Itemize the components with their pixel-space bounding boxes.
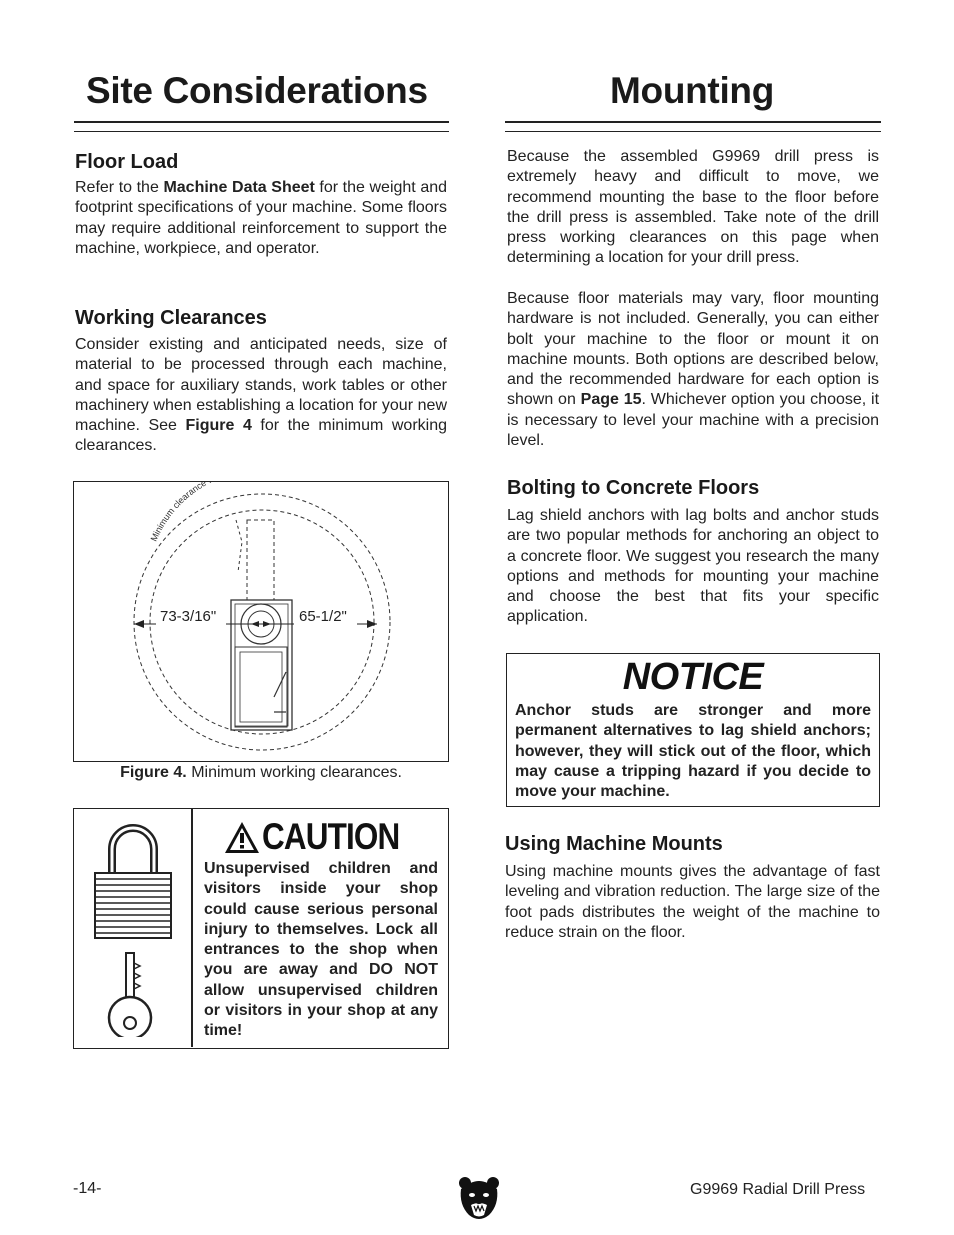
right-dimension-label: 65-1/2" <box>299 608 347 625</box>
mounting-title-rule-thin <box>505 131 881 132</box>
clearance-diagram <box>74 482 447 760</box>
notice-text: Anchor studs are stronger and more permanent alternatives to lag shield anchors; however, they will stick out of the floor, which may cause a tripping hazard if you decide to move your machine. <box>515 702 871 801</box>
handle <box>274 672 286 712</box>
mounting-intro-2: Because floor materials may vary, floor mounting hardware is not included. Generally, you can either bolt your machine to the floor or mount it on machine mounts. Both options are described below, and the recommended hardware for each option is shown on Page 15. Whichever option you choose, it is necessary to level your machine with a precision level. <box>507 290 880 450</box>
caution-title: CAUTION <box>262 816 400 857</box>
bolting-heading: Bolting to Concrete Floors <box>507 477 760 499</box>
caution-box <box>73 808 449 1049</box>
caution-divider <box>191 809 193 1047</box>
caution-text: Unsupervised children and visitors inside your shop could cause serious personal injury to themselves. Lock all entrances to the shop when you are away and DO NOT allow unsupervised children or visitors in your shop at any time! <box>204 860 438 1040</box>
lock-key-icon <box>88 823 178 1037</box>
warning-triangle-icon <box>224 821 260 854</box>
page-number: -14- <box>73 1180 102 1197</box>
product-name: G9969 Radial Drill Press <box>690 1181 866 1198</box>
title-rule <box>74 121 449 123</box>
column-outline <box>247 520 274 600</box>
notice-box <box>506 653 880 807</box>
working-clearances-paragraph: Consider existing and anticipated needs, size of material to be processed through each machine, and space for auxiliary stands, work tables or other machinery when establishing a location for your new machine. See Figure 4 for the minimum working clearances. <box>75 336 447 455</box>
caution-header <box>224 817 439 861</box>
tilted-head-outline <box>236 520 242 572</box>
mounting-intro-1: Because the assembled G9969 drill press is extremely heavy and difficult to move, we recommend mounting the base to the floor before the drill press is assembled. Take note of the drill press working clearances on this page when determining a location for your drill press. <box>507 148 879 267</box>
mounting-title: Mounting <box>610 70 775 111</box>
figure-4-caption: Figure 4. Minimum working clearances. <box>120 764 402 781</box>
floor-load-heading: Floor Load <box>75 151 179 173</box>
bolting-paragraph: Lag shield anchors with lag bolts and anchor studs are two popular methods for anchoring an object to a concrete floor. We suggest you research the many options and methods for mounting your machine and choose the best that fits your specific application. <box>507 507 879 626</box>
machine-mounts-heading: Using Machine Mounts <box>505 833 723 855</box>
working-clearances-heading: Working Clearances <box>75 307 267 329</box>
bear-logo-icon <box>457 1175 501 1223</box>
left-dimension-label: 73-3/16" <box>160 608 217 625</box>
machine-mounts-paragraph: Using machine mounts gives the advantage of fast leveling and vibration reduction. The large size of the foot pads distributes the weight of the machine to reduce strain on the floor. <box>505 863 880 941</box>
mounting-title-rule <box>505 121 881 123</box>
arc-label: Minimum clearance <box>148 482 208 543</box>
floor-load-paragraph: Refer to the Machine Data Sheet for the weight and footprint specifications of your machine. Some floors may require additional reinforcement to support the machine, workpiece, and operator. <box>75 179 448 257</box>
left-arrow <box>134 620 144 628</box>
title-rule-thin <box>74 131 449 132</box>
site-considerations-title: Site Considerations <box>86 70 428 111</box>
right-arrow <box>367 620 377 628</box>
notice-title: NOTICE <box>622 656 764 698</box>
figure-4-box <box>73 481 449 762</box>
